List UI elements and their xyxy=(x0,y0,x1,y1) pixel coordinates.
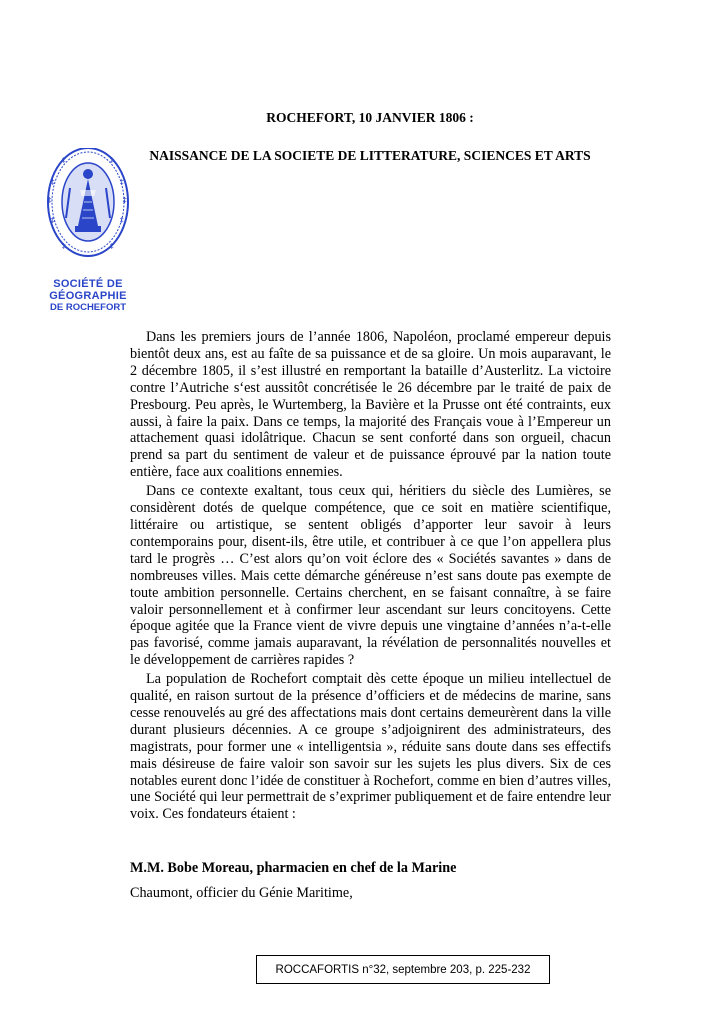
svg-text:‡: ‡ xyxy=(120,178,124,186)
svg-text:‡: ‡ xyxy=(51,216,55,224)
svg-text:‡: ‡ xyxy=(110,156,114,164)
logo-text-line1: SOCIÉTÉ DE xyxy=(53,278,123,290)
founder-item: Chaumont, officier du Génie Maritime, xyxy=(130,885,353,901)
citation-box xyxy=(256,955,550,984)
svg-text:‡: ‡ xyxy=(110,242,114,250)
document-title: ROCHEFORT, 10 JANVIER 1806 : xyxy=(266,110,474,125)
svg-text:‡: ‡ xyxy=(120,216,124,224)
svg-text:‡: ‡ xyxy=(62,156,66,164)
logo-text-line2: GÉOGRAPHIE xyxy=(49,290,127,302)
paragraph: Dans les premiers jours de l’année 1806, Napoléon, proclamé empereur depuis bientôt deux ans, est au faîte de sa puissance et de sa gloire. Un mois auparavant, le 2 décembre 1805, il s’est illustré en remportant la bataille d’Austerlitz. La victoire contre l’Autriche s‘est aussitôt concrétisée le 26 décembre par le traité de paix de Presbourg. Peu après, le Wurtemberg, la Bavière et la Prusse ont été contraints, eux aussi, à faire la paix. Dans ce temps, la majorité des Français voue à l’Empereur un attachement quasi idolâtrique. Chacun se sent conforté dans son orgueil, chacun prend sa part du sentiment de valeur et de puissance éprouvé par la nation toute entière, face aux coalitions ennemies. xyxy=(130,329,611,481)
paragraph: La population de Rochefort comptait dès cette époque un milieu intellectuel de qualité, en raison surtout de la présence d’officiers et de médecins de marine, sans cesse renouvelés au gré des affectations mais dont certains demeurèrent dans la ville durant plusieurs décennies. A ce groupe s’adjoignirent des administrateurs, des magistrats, pour former une « intelligentsia », réduite sans doute dans ses effectifs mais désireuse de faire valoir son savoir sur les sujets les plus divers. Six de ces notables eurent donc l’idée de constituer à Rochefort, comme en bien d’autres villes, une Société qui leur permettrait de s’exprimer publiquement et de faire entendre leur voix. Ces fondateurs étaient : xyxy=(130,671,611,823)
founders-heading: M.M. Bobe Moreau, pharmacien en chef de la Marine xyxy=(130,860,457,876)
document-subtitle: NAISSANCE DE LA SOCIETE DE LITTERATURE, SCIENCES ET ARTS xyxy=(149,148,591,163)
svg-text:‡: ‡ xyxy=(62,242,66,250)
article-body xyxy=(130,329,611,825)
paragraph: Dans ce contexte exaltant, tous ceux qui, héritiers du siècle des Lumières, se considèrent dotés de quelque compétence, que ce soit en matière scientifique, littéraire ou artistique, se sentent obligés d’apporter leur savoir à leurs contemporains pour, disent-ils, être utile, et contribuer à ce que l’on appellera plus tard le progrès … C’est alors qu’on voit éclore des « Sociétés savantes » dans de nombreuses villes. Mais cette démarche généreuse n’est sans doute pas exempte de toute ambition personnelle. Certains cherchent, en se faisant connaître, à se faire valoir personnellement et à confirmer leur ascendant sur leurs concitoyens. Cette époque agitée que la France vient de vivre depuis une vingtaine d’années n’a-t-elle pas favorisé, comme jamais auparavant, la révélation de personnalités nouvelles et le développement de carrières rapides ? xyxy=(130,483,611,669)
logo-text-line3: DE ROCHEFORT xyxy=(50,302,126,313)
svg-text:‡: ‡ xyxy=(48,196,52,204)
citation-text: ROCCAFORTIS n°32, septembre 203, p. 225-232 xyxy=(275,963,531,976)
svg-text:‡: ‡ xyxy=(123,196,127,204)
svg-text:‡: ‡ xyxy=(51,178,55,186)
